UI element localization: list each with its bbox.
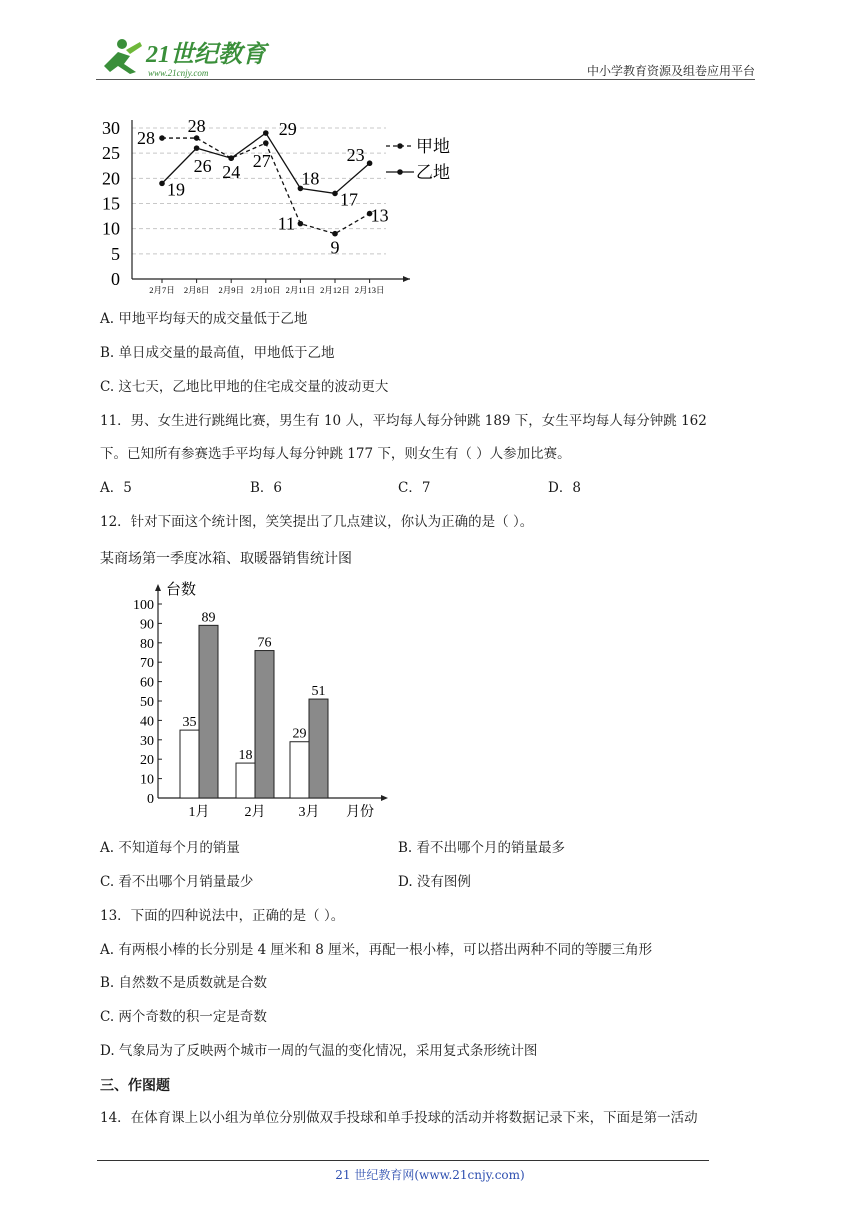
y-tick-label: 60 <box>140 675 154 691</box>
q12-option-d: D. 没有图例 <box>398 874 471 890</box>
x-axis-arrow <box>403 276 410 282</box>
data-label: 19 <box>167 179 185 200</box>
q13-option-d: D. 气象局为了反映两个城市一周的气温的变化情况，采用复式条形统计图 <box>100 1043 538 1059</box>
q13-option-c: C. 两个奇数的积一定是奇数 <box>100 1009 267 1025</box>
data-label: 28 <box>137 128 155 149</box>
bar-value-label: 76 <box>257 635 272 651</box>
data-label: 23 <box>346 145 365 166</box>
bar <box>180 730 199 798</box>
data-point <box>228 155 234 161</box>
data-point <box>263 140 269 146</box>
data-point <box>194 135 200 141</box>
y-tick-label: 20 <box>140 753 154 769</box>
data-label: 24 <box>222 162 241 183</box>
x-axis-label: 月份 <box>346 805 374 820</box>
q10-option-b: B. 单日成交量的最高值，甲地低于乙地 <box>100 345 335 361</box>
q11-text-line2: 下。已知所有参赛选手平均每人每分钟跳 177 下，则女生有（ ）人参加比赛。 <box>100 446 571 462</box>
x-category-label: 1月 <box>188 805 210 820</box>
x-axis-arrow <box>381 795 388 801</box>
x-tick-label: 2月12日 <box>320 285 350 295</box>
bar-value-label: 51 <box>311 684 326 700</box>
data-point <box>332 191 338 197</box>
q14-text-line1: 14．在体育课上以小组为单位分别做双手投球和单手投球的活动并将数据记录下来，下面是第一活动 <box>100 1110 698 1126</box>
logo-url-text: www.21cnjy.com <box>148 68 209 78</box>
y-tick-label: 0 <box>111 269 120 289</box>
bar <box>255 651 274 798</box>
section-heading: 三、作图题 <box>100 1078 170 1094</box>
data-point <box>159 181 165 187</box>
legend-marker <box>397 143 403 149</box>
q13-option-a: A. 有两根小棒的长分别是 4 厘米和 8 厘米，再配一根小棒，可以搭出两种不同的等腰三角形 <box>100 942 653 958</box>
data-point <box>263 130 269 136</box>
bar-chart <box>100 570 400 820</box>
y-tick-label: 10 <box>102 218 120 239</box>
q12-option-a: A. 不知道每个月的销量 <box>100 840 240 856</box>
legend-label: 乙地 <box>416 163 450 182</box>
y-tick-label: 15 <box>102 193 120 214</box>
y-tick-label: 50 <box>140 695 154 710</box>
data-point <box>194 145 200 151</box>
bar-chart-title: 某商场第一季度冰箱、取暖器销售统计图 <box>100 551 352 567</box>
y-tick-label: 30 <box>102 118 120 138</box>
data-label: 9 <box>330 237 340 258</box>
bar-value-label: 29 <box>292 726 307 742</box>
data-point <box>332 231 338 237</box>
y-tick-label: 80 <box>140 636 154 652</box>
data-point <box>298 221 304 227</box>
bar-value-label: 89 <box>201 610 216 626</box>
q11-option-c: C．7 <box>398 480 431 496</box>
y-tick-label: 40 <box>140 714 154 730</box>
data-label: 29 <box>278 119 297 140</box>
q11-option-b: B．6 <box>250 480 283 496</box>
footer-divider <box>97 1160 709 1161</box>
y-tick-label: 30 <box>140 733 154 749</box>
y-axis-label: 台数 <box>166 582 197 598</box>
data-label: 18 <box>301 168 320 189</box>
bar <box>199 625 218 798</box>
y-tick-label: 70 <box>140 656 154 672</box>
logo-text: 21世纪教育 <box>146 42 266 68</box>
q11-option-a: A．5 <box>100 480 132 496</box>
y-tick-label: 90 <box>140 617 154 633</box>
q13-option-b: B. 自然数不是质数就是合数 <box>100 975 268 991</box>
y-tick-label: 10 <box>140 772 154 788</box>
q11-option-d: D．8 <box>548 480 581 496</box>
bar-value-label: 18 <box>238 748 253 764</box>
q12-option-b: B. 看不出哪个月的销量最多 <box>398 840 566 856</box>
y-tick-label: 20 <box>102 168 120 189</box>
header-platform-text: 中小学教育资源及组卷应用平台 <box>586 64 755 78</box>
site-logo <box>96 36 296 82</box>
q13-text-line1: 13．下面的四种说法中，正确的是（ ）。 <box>100 908 345 924</box>
y-tick-label: 5 <box>111 243 120 264</box>
data-point <box>367 160 373 166</box>
x-category-label: 3月 <box>298 805 320 820</box>
legend-label: 甲地 <box>416 137 450 156</box>
line-chart <box>96 110 476 300</box>
q12-text-line1: 12．针对下面这个统计图，笑笑提出了几点建议，你认为正确的是（ ）。 <box>100 514 534 530</box>
q11-text-line1: 11．男、女生进行跳绳比赛，男生有 10 人，平均每人每分钟跳 189 下，女生平均每人每分钟跳 162 <box>100 413 707 429</box>
q10-option-c: C. 这七天，乙地比甲地的住宅成交量的波动更大 <box>100 379 389 395</box>
x-tick-label: 2月11日 <box>285 285 316 295</box>
x-tick-label: 2月9日 <box>218 285 244 295</box>
x-category-label: 2月 <box>244 805 266 820</box>
legend-marker <box>397 169 403 175</box>
y-tick-label: 25 <box>102 143 120 164</box>
bar <box>309 699 328 798</box>
y-tick-label: 0 <box>147 792 154 807</box>
bar <box>290 742 309 798</box>
runner-logo-icon <box>96 36 296 82</box>
header-divider <box>96 79 755 80</box>
q10-option-a: A. 甲地平均每天的成交量低于乙地 <box>100 311 308 327</box>
x-tick-label: 2月10日 <box>250 285 281 295</box>
x-tick-label: 2月13日 <box>354 285 385 295</box>
data-point <box>159 135 165 141</box>
x-tick-label: 2月8日 <box>183 285 210 295</box>
data-label: 27 <box>252 151 271 172</box>
y-tick-label: 100 <box>133 598 154 613</box>
q12-option-c: C. 看不出哪个月销量最少 <box>100 874 254 890</box>
bar <box>236 763 255 798</box>
data-label: 26 <box>193 156 212 177</box>
y-axis-arrow <box>155 584 161 591</box>
x-tick-label: 2月7日 <box>149 285 175 295</box>
data-label: 11 <box>277 213 296 234</box>
footer-text: 21 世纪教育网(www.21cnjy.com) <box>335 1168 525 1182</box>
data-label: 28 <box>187 116 206 137</box>
bar-value-label: 35 <box>182 715 197 731</box>
data-label: 17 <box>340 189 358 210</box>
data-label: 13 <box>370 205 389 226</box>
